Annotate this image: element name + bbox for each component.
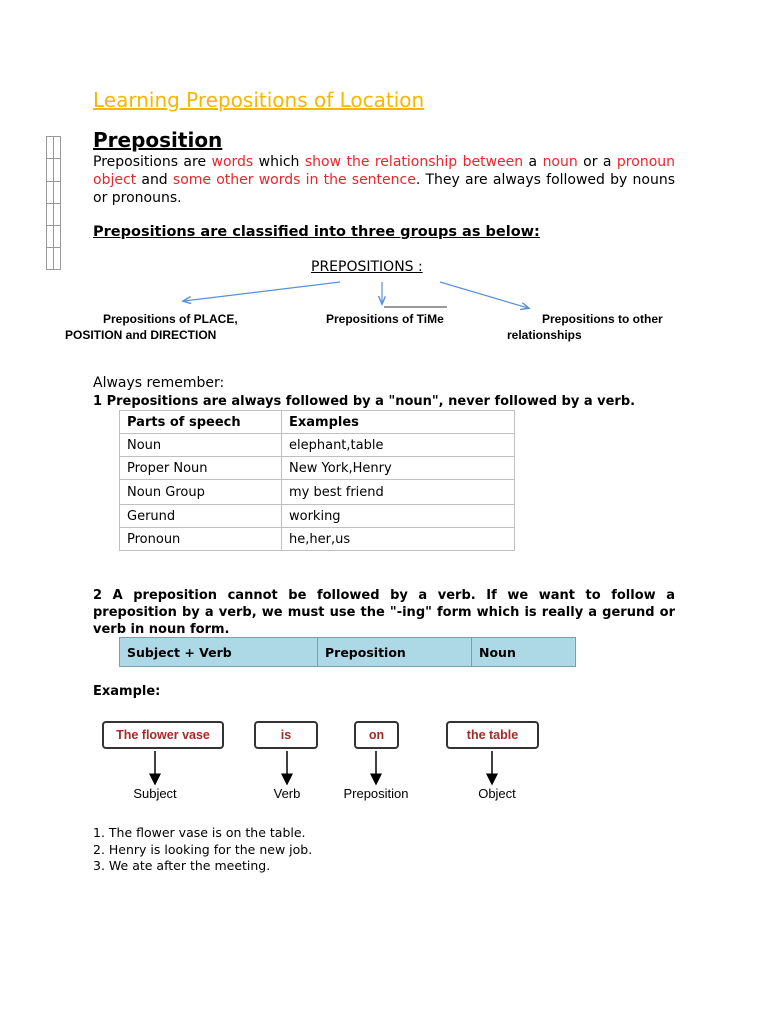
example-box-object: the table bbox=[446, 721, 539, 749]
example-arrows bbox=[0, 745, 768, 790]
example-box-preposition: on bbox=[354, 721, 399, 749]
category-time: Prepositions of TiMe bbox=[326, 312, 444, 326]
table-cell: Pronoun bbox=[120, 528, 282, 551]
table-cell: elephant,table bbox=[282, 434, 515, 457]
intro-paragraph: Prepositions are words which show the relationship between a noun or a pronoun object and some other words in the sentence. They are always followed by nouns or pronouns. bbox=[93, 154, 676, 206]
pattern-subject-verb: Subject + Verb bbox=[120, 638, 318, 667]
table-cell: he,her,us bbox=[282, 528, 515, 551]
rule-one: 1 Prepositions are always followed by a "noun", never followed by a verb. bbox=[93, 394, 636, 409]
table-cell: Noun Group bbox=[120, 480, 282, 505]
parts-of-speech-table bbox=[119, 410, 515, 551]
table-cell: working bbox=[282, 505, 515, 528]
pattern-preposition: Preposition bbox=[318, 638, 472, 667]
list-item: 2. Henry is looking for the new job. bbox=[93, 841, 313, 857]
table-header-cell: Parts of speech bbox=[120, 411, 282, 434]
section-heading: Preposition bbox=[93, 128, 223, 152]
category-other: Prepositions to other relationships bbox=[507, 312, 663, 342]
role-label-preposition: Preposition bbox=[343, 786, 409, 801]
table-row bbox=[120, 457, 515, 480]
example-sentences-list bbox=[93, 825, 312, 875]
role-label-object: Object bbox=[478, 786, 516, 801]
always-remember-label: Always remember: bbox=[93, 375, 225, 391]
category-place: Prepositions of PLACE, POSITION and DIRECTION bbox=[65, 312, 238, 342]
list-item: 1. The flower vase is on the table. bbox=[93, 825, 306, 840]
table-row bbox=[120, 480, 515, 505]
prepositions-root-label: PREPOSITIONS : bbox=[311, 259, 423, 275]
table-row bbox=[120, 505, 515, 528]
table-row bbox=[120, 528, 515, 551]
document-title: Learning Prepositions of Location bbox=[93, 88, 425, 112]
role-label-verb: Verb bbox=[273, 786, 301, 801]
table-header-row bbox=[120, 411, 515, 434]
table-cell: my best friend bbox=[282, 480, 515, 505]
table-row bbox=[120, 638, 576, 667]
example-box-subject: The flower vase bbox=[102, 721, 224, 749]
table-cell: New York,Henry bbox=[282, 457, 515, 480]
role-label-subject: Subject bbox=[133, 786, 177, 801]
sentence-pattern-table bbox=[119, 637, 576, 667]
pattern-noun: Noun bbox=[472, 638, 576, 667]
table-cell: Proper Noun bbox=[120, 457, 282, 480]
example-box-verb: is bbox=[254, 721, 318, 749]
list-item: 3. We ate after the meeting. bbox=[93, 858, 271, 873]
table-row bbox=[120, 434, 515, 457]
rule-two: 2 A preposition cannot be followed by a verb. If we want to follow a preposition by a verb, we must use the "-ing" form which is really a gerund or verb in noun form. bbox=[93, 588, 675, 637]
classification-heading: Prepositions are classified into three groups as below: bbox=[93, 224, 540, 240]
table-cell: Gerund bbox=[120, 505, 282, 528]
example-label: Example: bbox=[93, 684, 161, 699]
table-header-cell: Examples bbox=[282, 411, 515, 434]
table-cell: Noun bbox=[120, 434, 282, 457]
